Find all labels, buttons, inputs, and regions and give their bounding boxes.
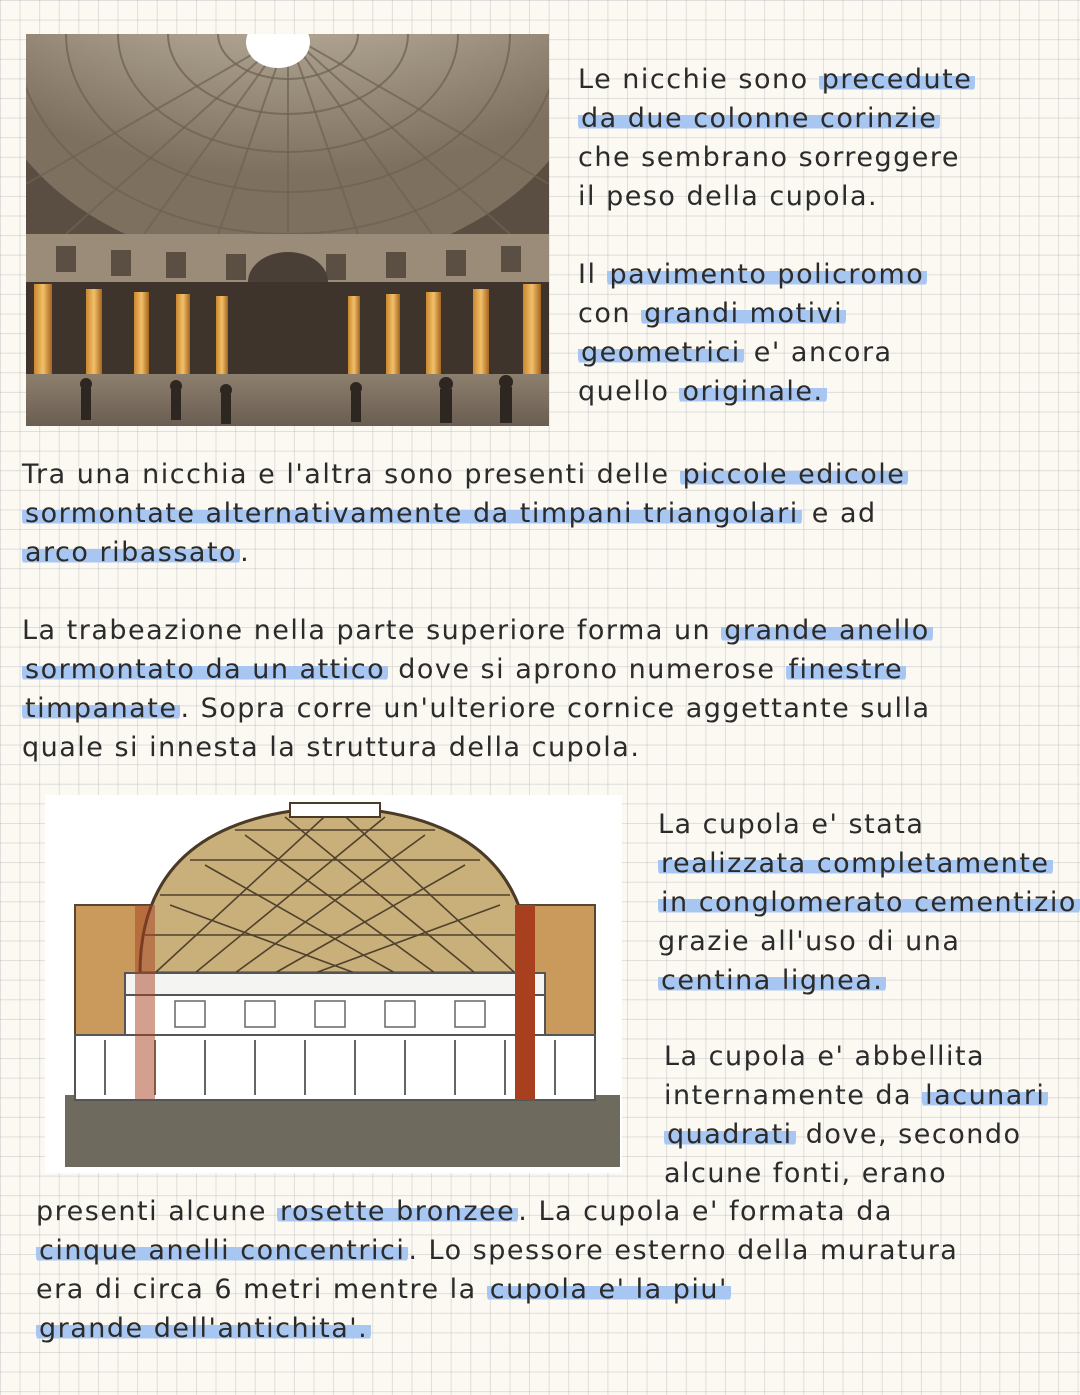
- text-segment: Il: [578, 259, 607, 290]
- text-line: [664, 1076, 1048, 1115]
- highlighted-text: cinque anelli concentrici: [36, 1235, 408, 1266]
- text-line: [22, 533, 250, 572]
- text-line: [36, 1270, 731, 1309]
- text-segment: e ad: [801, 498, 877, 529]
- text-line: [578, 60, 975, 99]
- text-line: [658, 961, 886, 1000]
- text-line: [578, 333, 893, 372]
- text-line: [658, 922, 960, 961]
- highlighted-text: sormontato da un attico: [22, 654, 388, 685]
- text-line: [578, 138, 960, 177]
- text-segment: dove, secondo: [795, 1119, 1022, 1150]
- text-line: [22, 728, 640, 767]
- text-segment: presenti alcune: [36, 1196, 278, 1227]
- highlighted-text: lacunari: [922, 1080, 1048, 1111]
- text-segment: Le nicchie sono: [578, 64, 819, 95]
- text-line: [22, 494, 877, 533]
- text-segment: e' ancora: [743, 337, 893, 368]
- highlighted-text: rosette bronzee: [277, 1196, 518, 1227]
- text-segment: . Lo spessore esterno della muratura: [408, 1235, 959, 1266]
- text-line: [578, 177, 878, 216]
- highlighted-text: realizzata completamente: [658, 848, 1053, 879]
- highlighted-text: originale.: [679, 376, 826, 407]
- pantheon-interior-photo: [26, 34, 549, 426]
- text-segment: Tra una nicchia e l'altra sono presenti delle: [22, 459, 680, 490]
- highlighted-text: grande anello: [721, 615, 933, 646]
- text-segment: che sembrano sorreggere: [578, 142, 960, 173]
- text-segment: con: [578, 298, 642, 329]
- text-segment: dove si aprono numerose: [388, 654, 786, 685]
- highlighted-text: in conglomerato cementizio: [658, 887, 1080, 918]
- highlighted-text: grande dell'antichita'.: [36, 1313, 371, 1344]
- highlighted-text: piccole edicole: [680, 459, 909, 490]
- text-line: [36, 1231, 958, 1270]
- highlighted-text: finestre: [786, 654, 907, 685]
- text-segment: . Sopra corre un'ulteriore cornice aggettante sulla: [180, 693, 931, 724]
- highlighted-text: geometrici: [578, 337, 744, 368]
- text-line: [658, 883, 1080, 922]
- highlighted-text: arco ribassato: [22, 537, 240, 568]
- highlighted-text: grandi motivi: [641, 298, 846, 329]
- highlighted-text: cupola e' la piu': [487, 1274, 731, 1305]
- text-segment: era di circa 6 metri mentre la: [36, 1274, 487, 1305]
- highlighted-text: sormontate alternativamente da timpani triangolari: [22, 498, 802, 529]
- highlighted-text: quadrati: [664, 1119, 796, 1150]
- text-line: [658, 844, 1053, 883]
- text-line: [578, 294, 846, 333]
- text-line: [36, 1192, 893, 1231]
- text-line: [664, 1115, 1021, 1154]
- text-line: [22, 611, 933, 650]
- highlighted-text: timpanate: [22, 693, 180, 724]
- text-segment: quale si innesta la struttura della cupola.: [22, 732, 641, 763]
- text-segment: La cupola e' stata: [658, 809, 925, 840]
- text-line: [578, 372, 827, 411]
- text-line: [658, 805, 924, 844]
- text-line: [578, 255, 927, 294]
- text-line: [578, 99, 940, 138]
- highlighted-text: pavimento policromo: [607, 259, 928, 290]
- text-segment: il peso della cupola.: [578, 181, 879, 212]
- text-segment: . La cupola e' formata da: [518, 1196, 893, 1227]
- text-segment: internamente da: [664, 1080, 923, 1111]
- text-line: [22, 650, 906, 689]
- text-line: [664, 1154, 947, 1193]
- text-line: [22, 455, 908, 494]
- text-segment: La trabeazione nella parte superiore forma un: [22, 615, 722, 646]
- text-segment: .: [240, 537, 251, 568]
- text-line: [664, 1037, 985, 1076]
- highlighted-text: centina lignea.: [658, 965, 886, 996]
- text-line: [22, 689, 931, 728]
- text-line: [36, 1309, 371, 1348]
- highlighted-text: precedute: [819, 64, 976, 95]
- text-segment: quello: [578, 376, 680, 407]
- text-segment: La cupola e' abbellita: [664, 1041, 986, 1072]
- text-segment: alcune fonti, erano: [664, 1158, 948, 1189]
- pantheon-section-drawing: [45, 795, 622, 1173]
- highlighted-text: da due colonne corinzie: [578, 103, 940, 134]
- text-segment: grazie all'uso di una: [658, 926, 961, 957]
